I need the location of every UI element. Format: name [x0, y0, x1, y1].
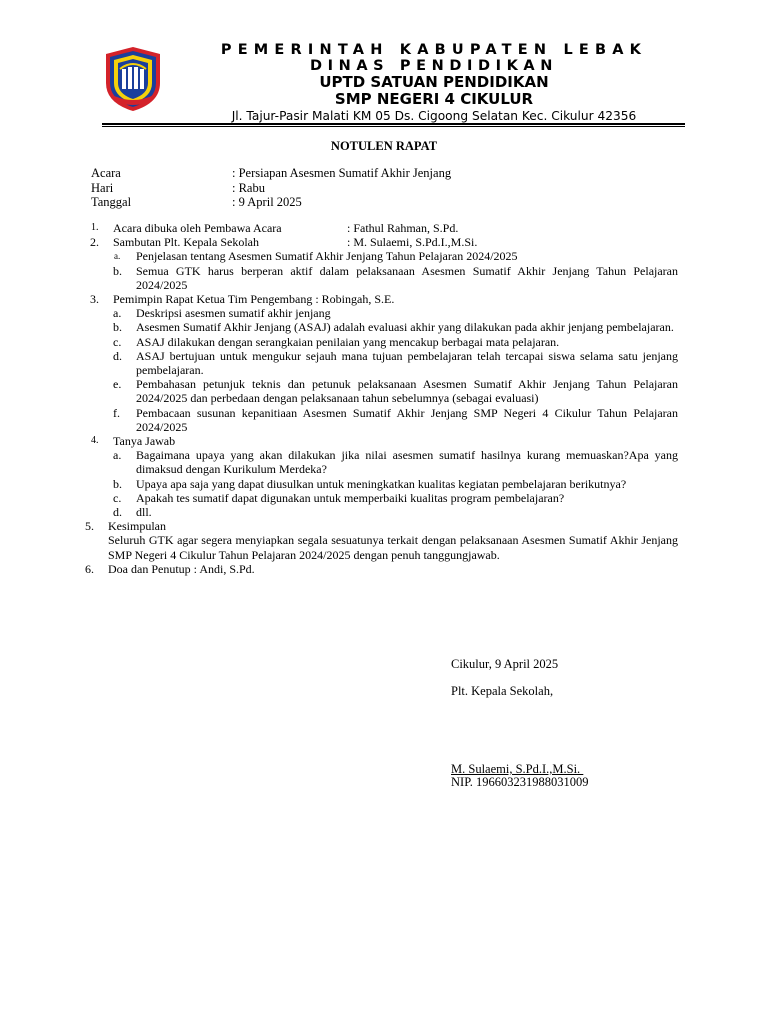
sub-item-text: Penjelasan tentang Asesmen Sumatif Akhir Jenjang Tahun Pelajaran 2024/2025: [136, 249, 518, 264]
conclusion-paragraph: Seluruh GTK agar segera menyiapkan segala sesuatunya terkait dengan pelaksanaan Asesmen Sumatif Akhir Jenjang SMP Negeri 4 Cikulur Tahun Pelajaran 2024/2025 dengan penuh tanggungjawab.: [108, 533, 678, 562]
item-value: : M. Sulaemi, S.Pd.I.,M.Si.: [347, 235, 478, 250]
sub-item-text: dll.: [136, 505, 152, 520]
regency-emblem-icon: [102, 45, 164, 113]
sub-item: [0, 505, 768, 519]
signature-position: Plt. Kepala Sekolah,: [451, 684, 554, 698]
item-number: 5.: [85, 519, 94, 534]
sub-item: [0, 491, 768, 505]
item-number: 2.: [90, 235, 99, 250]
list-item: [0, 562, 768, 576]
meta-row: [91, 181, 451, 196]
sub-item-letter: a.: [113, 306, 122, 321]
sub-item: [0, 249, 768, 263]
item-number: 6.: [85, 561, 94, 576]
list-item: [0, 292, 768, 306]
sub-item-text: Pembahasan petunjuk teknis dan petunuk pelaksanaan Asesmen Sumatif Akhir Jenjang Tahun Pelajaran 2024/2025 dan perbedaan dengan pelaksanaan tahun sebelumnya (sebagai evaluasi): [136, 377, 678, 406]
sub-item-letter: a.: [114, 251, 121, 262]
sub-item-text: Apakah tes sumatif dapat digunakan untuk memperbaiki kualitas program pembelajaran?: [136, 490, 565, 505]
meta-label: Hari: [91, 180, 114, 195]
item-text: Pemimpin Rapat Ketua Tim Pengembang : Robingah, S.E.: [113, 292, 395, 307]
item-number: 4.: [91, 435, 99, 447]
list-item: [0, 434, 768, 448]
meta-row: [91, 166, 451, 181]
item-number: 1.: [91, 222, 99, 233]
meta-label: Tanggal: [91, 195, 132, 209]
sub-item-letter: c.: [113, 490, 122, 505]
sub-item: [0, 477, 768, 491]
item-number: 3.: [90, 292, 99, 307]
sub-item: [0, 377, 768, 405]
item-text: Sambutan Plt. Kepala Sekolah: [113, 235, 259, 250]
sub-item-text: Deskripsi asesmen sumatif akhir jenjang: [136, 306, 331, 321]
sub-item-text: ASAJ dilakukan dengan serangkaian penilaian yang mencakup berbagai mata pelajaran.: [136, 334, 560, 349]
item-text: Tanya Jawab: [113, 434, 176, 449]
sub-item-letter: f.: [113, 405, 120, 420]
meeting-meta: [91, 166, 451, 210]
signatory-name: M. Sulaemi, S.Pd.I.,M.Si.: [451, 762, 584, 776]
sub-item: [0, 335, 768, 349]
meta-row: [91, 195, 451, 210]
list-item: [0, 221, 768, 235]
letterhead-address: Jl. Tajur-Pasir Malati KM 05 Ds. Cigoong Selatan Kec. Cikulur 42356: [231, 109, 637, 123]
sub-item-text: Semua GTK harus berperan aktif dalam pelaksanaan Asesmen Sumatif Akhir Jenjang Tahun Pelajaran 2024/2025: [136, 263, 678, 292]
sub-item: [0, 448, 768, 476]
letterhead-line2: DINAS PENDIDIKAN: [309, 58, 558, 74]
letterhead-rule-thick: [102, 123, 685, 125]
meta-value: : 9 April 2025: [232, 195, 302, 209]
item-text: Acara dibuka oleh Pembawa Acara: [113, 221, 282, 235]
sub-item-text: Pembacaan susunan kepanitiaan Asesmen Sumatif Akhir Jenjang SMP Negeri 4 Cikulur Tahun Pelajaran 2024/2025: [136, 405, 678, 434]
sub-item-letter: b.: [113, 476, 122, 491]
sub-item-text: ASAJ bertujuan untuk mengukur sejauh mana tujuan pembelajaran telah tercapai siswa selama satu jenjang pembelajaran.: [136, 348, 678, 378]
sub-item-letter: e.: [113, 377, 122, 392]
item-text: Doa dan Penutup : Andi, S.Pd.: [108, 561, 255, 576]
signature-place-date: Cikulur, 9 April 2025: [451, 657, 559, 671]
sub-item: [0, 349, 768, 377]
item-text: Kesimpulan: [108, 519, 166, 534]
sub-item: [0, 406, 768, 434]
minutes-body: [0, 221, 768, 576]
sub-item-letter: d.: [113, 505, 122, 520]
list-item: [0, 235, 768, 249]
document-title: NOTULEN RAPAT: [330, 139, 438, 153]
sub-item-text: Bagaimana upaya yang akan dilakukan jika nilai asesmen sumatif hasilnya kurang memuaskan?Apa yang dimaksud dengan Kurikulum Merdeka?: [136, 448, 678, 477]
sub-item-letter: b.: [113, 320, 122, 335]
meta-label: Acara: [91, 166, 121, 180]
signatory-nip: NIP. 196603231988031009: [451, 775, 589, 789]
letterhead-rule-thin: [102, 126, 685, 127]
sub-item-letter: a.: [113, 448, 122, 463]
letterhead-line1: PEMERINTAH KABUPATEN LEBAK: [220, 42, 648, 58]
letterhead-line3: UPTD SATUAN PENDIDIKAN: [319, 73, 549, 91]
letterhead: [178, 42, 690, 124]
sub-item-text: Asesmen Sumatif Akhir Jenjang (ASAJ) adalah evaluasi akhir yang dilakukan pada akhir jenjang pembelajaran.: [136, 320, 674, 335]
sub-item-letter: c.: [113, 334, 122, 349]
sub-item-letter: d.: [113, 348, 122, 363]
sub-item-text: Upaya apa saja yang dapat diusulkan untuk meningkatkan kualitas kegiatan pembelajaran berikutnya?: [136, 476, 627, 491]
meta-value: : Rabu: [232, 180, 265, 195]
sub-item: [0, 320, 768, 334]
list-item: [0, 519, 768, 533]
sub-item: [0, 264, 768, 292]
meta-value: : Persiapan Asesmen Sumatif Akhir Jenjang: [232, 166, 452, 180]
sub-item-letter: b.: [113, 263, 122, 278]
item-value: : Fathul Rahman, S.Pd.: [347, 221, 459, 235]
letterhead-line4: SMP NEGERI 4 CIKULUR: [334, 90, 534, 108]
sub-item: [0, 306, 768, 320]
